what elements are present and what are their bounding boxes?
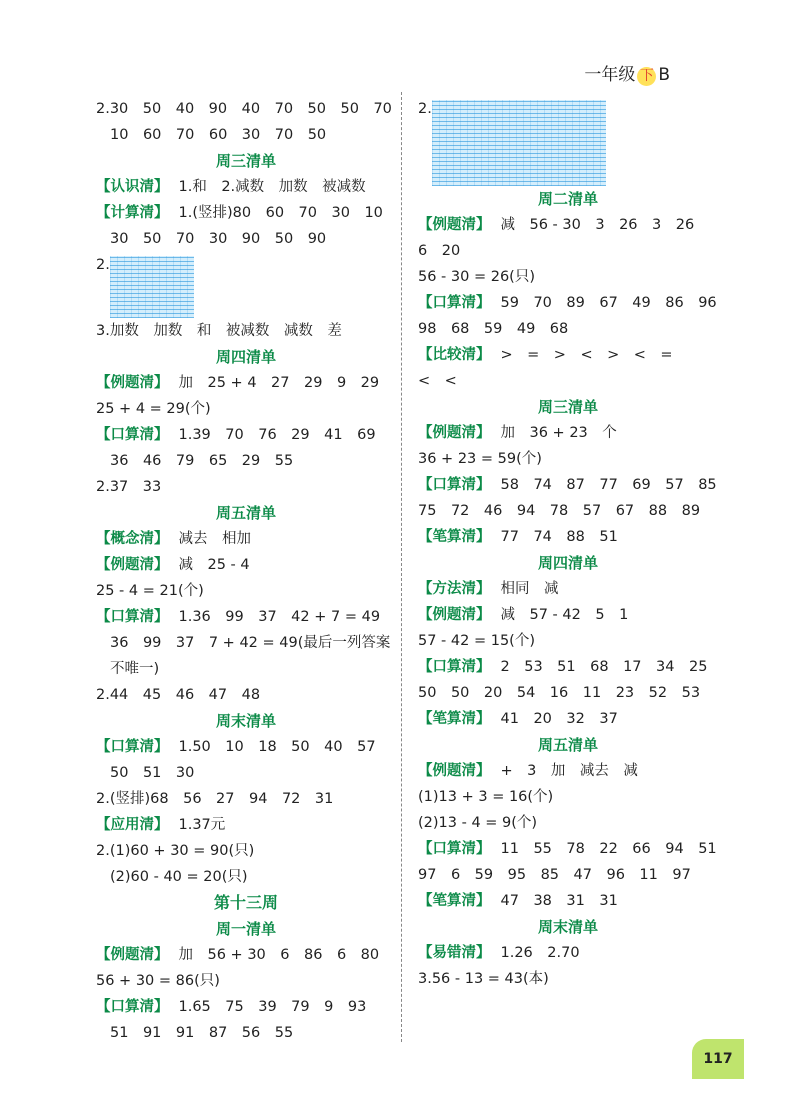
answer-text: 77 74 88 51 xyxy=(500,529,618,545)
answer-line: (2)60 - 40 = 20(只) xyxy=(110,869,248,885)
answer-text: + 3 加 减去 减 xyxy=(500,763,638,779)
section-heading: 周四清单 xyxy=(537,554,598,572)
category-tag: 【例题清】 xyxy=(418,425,491,441)
category-tag: 【计算清】 xyxy=(96,205,169,221)
answer-line xyxy=(96,200,396,226)
section-heading: 周四清单 xyxy=(215,348,276,366)
answer-line: (2)13 - 4 = 9(个) xyxy=(418,815,538,831)
category-tag: 【概念清】 xyxy=(96,531,169,547)
answer-line: 25 - 4 = 21(个) xyxy=(96,583,204,599)
category-tag: 【例题清】 xyxy=(96,947,169,963)
answer-line: 3.56 - 13 = 43(本) xyxy=(418,971,549,987)
section-heading: 周末清单 xyxy=(537,918,598,936)
category-tag: 【认识清】 xyxy=(96,179,169,195)
answer-text: 加 25 + 4 27 29 9 29 xyxy=(178,375,380,391)
answer-line xyxy=(418,420,718,446)
answer-text: 减去 相加 xyxy=(178,531,251,547)
answer-line xyxy=(418,758,718,784)
answer-text: 59 70 89 67 49 86 96 xyxy=(500,295,717,311)
answer-line: 2.(1)60 + 30 = 90(只) xyxy=(96,843,255,859)
answer-line: 75 72 46 94 78 57 67 88 89 xyxy=(418,503,701,519)
answer-line xyxy=(96,812,396,838)
answer-line: 10 60 70 60 30 70 50 xyxy=(110,127,327,143)
answer-line: 25 + 4 = 29(个) xyxy=(96,401,211,417)
category-tag: 【应用清】 xyxy=(96,817,169,833)
left-column xyxy=(96,96,396,1046)
answer-line xyxy=(96,174,396,200)
answer-line: 不唯一) xyxy=(110,661,160,677)
category-tag: 【口算清】 xyxy=(96,427,169,443)
page-number: 117 xyxy=(692,1039,744,1079)
answer-text: 2. xyxy=(96,257,110,273)
answer-text: 58 74 87 77 69 57 85 xyxy=(500,477,717,493)
answer-line xyxy=(96,252,396,318)
answer-line xyxy=(418,290,718,316)
answer-text: 2. xyxy=(418,101,432,117)
grade-label: 一年级 xyxy=(584,65,636,85)
answer-line xyxy=(418,342,718,368)
category-tag: 【方法清】 xyxy=(418,581,491,597)
category-tag: 【易错清】 xyxy=(418,945,491,961)
answer-line: 30 50 70 30 90 50 90 xyxy=(110,231,327,247)
answer-line: 51 91 91 87 56 55 xyxy=(110,1025,294,1041)
answer-line: 2.37 33 xyxy=(96,479,162,495)
answer-line: 36 46 79 65 29 55 xyxy=(110,453,294,469)
answer-line: (1)13 + 3 = 16(个) xyxy=(418,789,554,805)
answer-text: 1.65 75 39 79 9 93 xyxy=(178,999,367,1015)
answer-line: < < xyxy=(418,373,457,389)
answer-text: 11 55 78 22 66 94 51 xyxy=(500,841,717,857)
answer-line xyxy=(96,526,396,552)
handwritten-answer-image xyxy=(432,100,606,186)
answer-line: 2.44 45 46 47 48 xyxy=(96,687,261,703)
handwritten-answer-image xyxy=(110,256,194,318)
right-column xyxy=(418,96,718,992)
category-tag: 【口算清】 xyxy=(418,659,491,675)
category-tag: 【口算清】 xyxy=(96,609,169,625)
section-heading: 周五清单 xyxy=(215,504,276,522)
section-heading: 周二清单 xyxy=(537,190,598,208)
column-divider xyxy=(401,92,402,1042)
category-tag: 【口算清】 xyxy=(96,739,169,755)
answer-text: 1.39 70 76 29 41 69 xyxy=(178,427,376,443)
category-tag: 【笔算清】 xyxy=(418,529,491,545)
answer-line xyxy=(418,888,718,914)
answer-line: 50 50 20 54 16 11 23 52 53 xyxy=(418,685,701,701)
grade-header xyxy=(584,60,670,86)
category-tag: 【口算清】 xyxy=(418,477,491,493)
answer-line xyxy=(418,96,718,186)
answer-text: 相同 减 xyxy=(500,581,559,597)
answer-text: 减 57 - 42 5 1 xyxy=(500,607,629,623)
answer-line xyxy=(96,370,396,396)
category-tag: 【例题清】 xyxy=(96,557,169,573)
category-tag: 【例题清】 xyxy=(418,607,491,623)
section-heading: 周末清单 xyxy=(215,712,276,730)
section-heading: 周一清单 xyxy=(215,920,276,938)
answer-text: 1.50 10 18 50 40 57 xyxy=(178,739,376,755)
category-tag: 【笔算清】 xyxy=(418,893,491,909)
answer-line: 36 99 37 7 + 42 = 49(最后一列答案 xyxy=(110,635,391,651)
answer-line xyxy=(96,994,396,1020)
answer-text: 加 56 + 30 6 86 6 80 xyxy=(178,947,380,963)
category-tag: 【例题清】 xyxy=(418,763,491,779)
answer-text: 41 20 32 37 xyxy=(500,711,618,727)
answer-text: 减 56 - 30 3 26 3 26 xyxy=(500,217,695,233)
answer-line xyxy=(96,734,396,760)
section-heading: 周五清单 xyxy=(537,736,598,754)
answer-line: 2.30 50 40 90 40 70 50 50 70 xyxy=(96,101,392,117)
answer-line: 2.(竖排)68 56 27 94 72 31 xyxy=(96,791,334,807)
answer-line: 98 68 59 49 68 xyxy=(418,321,569,337)
answer-line: 97 6 59 95 85 47 96 11 97 xyxy=(418,867,691,883)
answer-text: 1.26 2.70 xyxy=(500,945,580,961)
answer-line xyxy=(418,654,718,680)
term-badge: 下 xyxy=(637,67,656,86)
answer-line xyxy=(418,706,718,732)
answer-line xyxy=(418,524,718,550)
answer-text: 1.和 2.减数 加数 被减数 xyxy=(178,179,366,195)
answer-line: 56 - 30 = 26(只) xyxy=(418,269,535,285)
answer-line xyxy=(418,212,718,238)
answer-line xyxy=(418,602,718,628)
category-tag: 【笔算清】 xyxy=(418,711,491,727)
section-heading: 第十三周 xyxy=(213,893,278,912)
answer-line xyxy=(418,940,718,966)
answer-line xyxy=(96,422,396,448)
category-tag: 【比较清】 xyxy=(418,347,491,363)
answer-text: 减 25 - 4 xyxy=(178,557,250,573)
answer-text: 2 53 51 68 17 34 25 xyxy=(500,659,708,675)
answer-line: 36 + 23 = 59(个) xyxy=(418,451,542,467)
section-heading: 周三清单 xyxy=(537,398,598,416)
answer-text: > = > < > < = xyxy=(500,347,673,363)
answer-line xyxy=(96,604,396,630)
answer-line xyxy=(96,552,396,578)
answer-line: 3.加数 加数 和 被减数 减数 差 xyxy=(96,323,342,339)
answer-line: 57 - 42 = 15(个) xyxy=(418,633,535,649)
category-tag: 【口算清】 xyxy=(96,999,169,1015)
answer-line xyxy=(418,576,718,602)
answer-text: 1.36 99 37 42 + 7 = 49 xyxy=(178,609,381,625)
category-tag: 【例题清】 xyxy=(418,217,491,233)
category-tag: 【口算清】 xyxy=(418,295,491,311)
answer-line xyxy=(418,472,718,498)
category-tag: 【例题清】 xyxy=(96,375,169,391)
answer-text: 47 38 31 31 xyxy=(500,893,618,909)
answer-line xyxy=(418,836,718,862)
answer-line xyxy=(96,942,396,968)
answer-line: 6 20 xyxy=(418,243,461,259)
category-tag: 【口算清】 xyxy=(418,841,491,857)
section-heading: 周三清单 xyxy=(215,152,276,170)
edition-label: B xyxy=(658,65,670,85)
answer-text: 1.37元 xyxy=(178,817,226,833)
answer-text: 加 36 + 23 个 xyxy=(500,425,617,441)
answer-line: 56 + 30 = 86(只) xyxy=(96,973,220,989)
answer-text: 1.(竖排)80 60 70 30 10 xyxy=(178,205,383,221)
answer-line: 50 51 30 xyxy=(110,765,195,781)
